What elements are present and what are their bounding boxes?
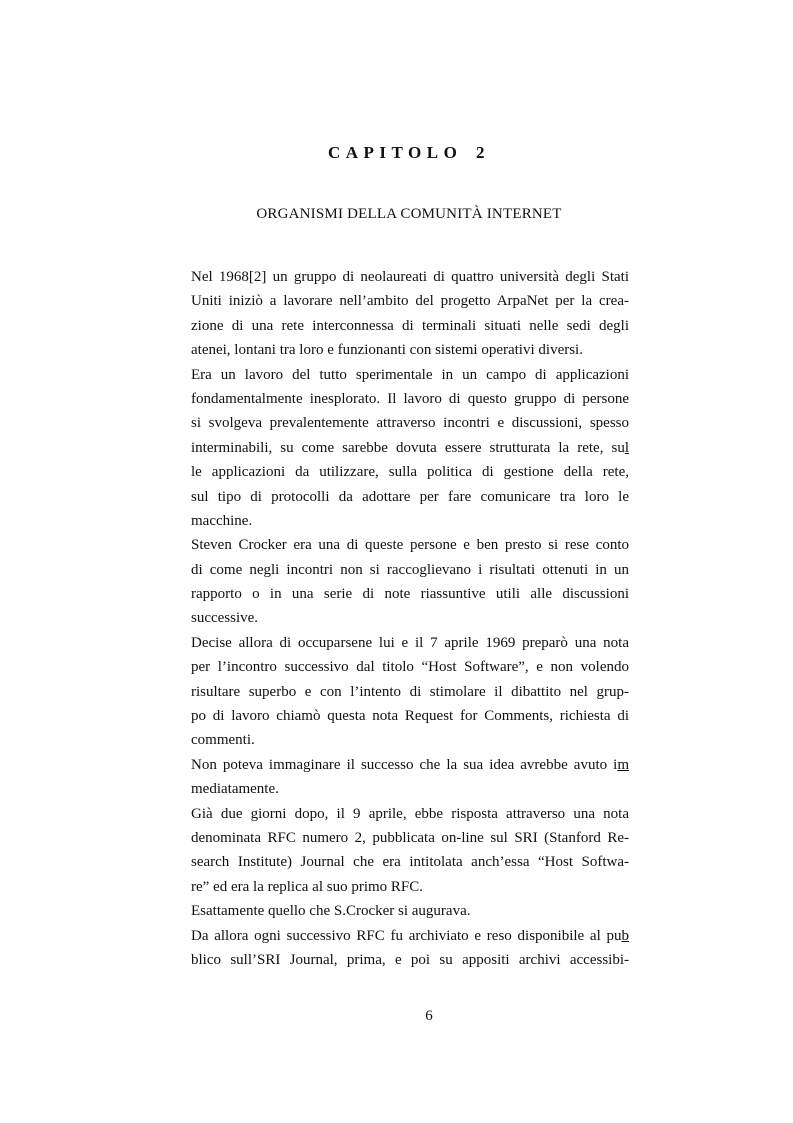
section-title: ORGANISMI DELLA COMUNITÀ INTERNET <box>256 206 562 222</box>
text-line: po di lavoro chiamò questa nota Request for Comments, richiesta di <box>191 708 629 725</box>
text-line: Uniti iniziò a lavorare nell’ambito del progetto ArpaNet per la crea- <box>191 293 629 310</box>
text-line: le applicazioni da utilizzare, sulla politica di gestione della rete, <box>191 464 629 481</box>
text-line: macchine. <box>191 512 253 529</box>
text-line: denominata RFC numero 2, pubblicata on-line sul SRI (Stanford Re- <box>191 829 629 846</box>
text-line: blico sull’SRI Journal, prima, e poi su appositi archivi accessibi- <box>191 951 629 968</box>
text-line: Non poteva immaginare il successo che la sua idea avrebbe avuto im <box>191 756 629 773</box>
text-line: Steven Crocker era una di queste persone e ben presto si rese conto <box>191 537 629 554</box>
text-line: rapporto o in una serie di note riassuntive utili alle discussioni <box>191 586 629 603</box>
body-text <box>191 265 629 972</box>
text-line: Da allora ogni successivo RFC fu archiviato e reso disponibile al pub <box>191 927 629 944</box>
text-line: interminabili, su come sarebbe dovuta essere strutturata la rete, sul <box>191 439 629 456</box>
text-line: zione di una rete interconnessa di terminali situati nelle sedi degli <box>191 317 629 334</box>
chapter-heading: CAPITOLO 2 <box>327 143 491 162</box>
text-line: successive. <box>191 610 259 627</box>
text-line: di come negli incontri non si raccoglievano i risultati ottenuti in un <box>191 561 629 578</box>
text-line: mediatamente. <box>191 781 279 798</box>
text-line: Era un lavoro del tutto sperimentale in un campo di applicazioni <box>191 366 629 383</box>
text-line: risultare superbo e con l’intento di stimolare il dibattito nel grup- <box>191 683 629 700</box>
text-line: Esattamente quello che S.Crocker si augurava. <box>191 903 471 920</box>
text-line: per l’incontro successivo dal titolo “Host Software”, e non volendo <box>191 659 629 676</box>
text-line: atenei, lontani tra loro e funzionanti con sistemi operativi diversi. <box>191 342 583 359</box>
text-line: Decise allora di occuparsene lui e il 7 aprile 1969 preparò una nota <box>191 634 629 651</box>
text-line: Già due giorni dopo, il 9 aprile, ebbe risposta attraverso una nota <box>191 805 629 822</box>
text-line: sul tipo di protocolli da adottare per fare comunicare tra loro le <box>191 488 629 505</box>
page-number: 6 <box>425 1008 433 1024</box>
text-line: re” ed era la replica al suo primo RFC. <box>191 878 424 895</box>
text-line: Nel 1968[2] un gruppo di neolaureati di quattro università degli Stati <box>191 269 629 285</box>
text-line: fondamentalmente inesplorato. Il lavoro di questo gruppo di persone <box>191 390 629 407</box>
text-line: commenti. <box>191 732 255 749</box>
text-line: search Institute) Journal che era intitolata anch’essa “Host Softwa- <box>191 854 629 871</box>
text-line: si svolgeva prevalentemente attraverso incontri e discussioni, spesso <box>191 415 629 432</box>
